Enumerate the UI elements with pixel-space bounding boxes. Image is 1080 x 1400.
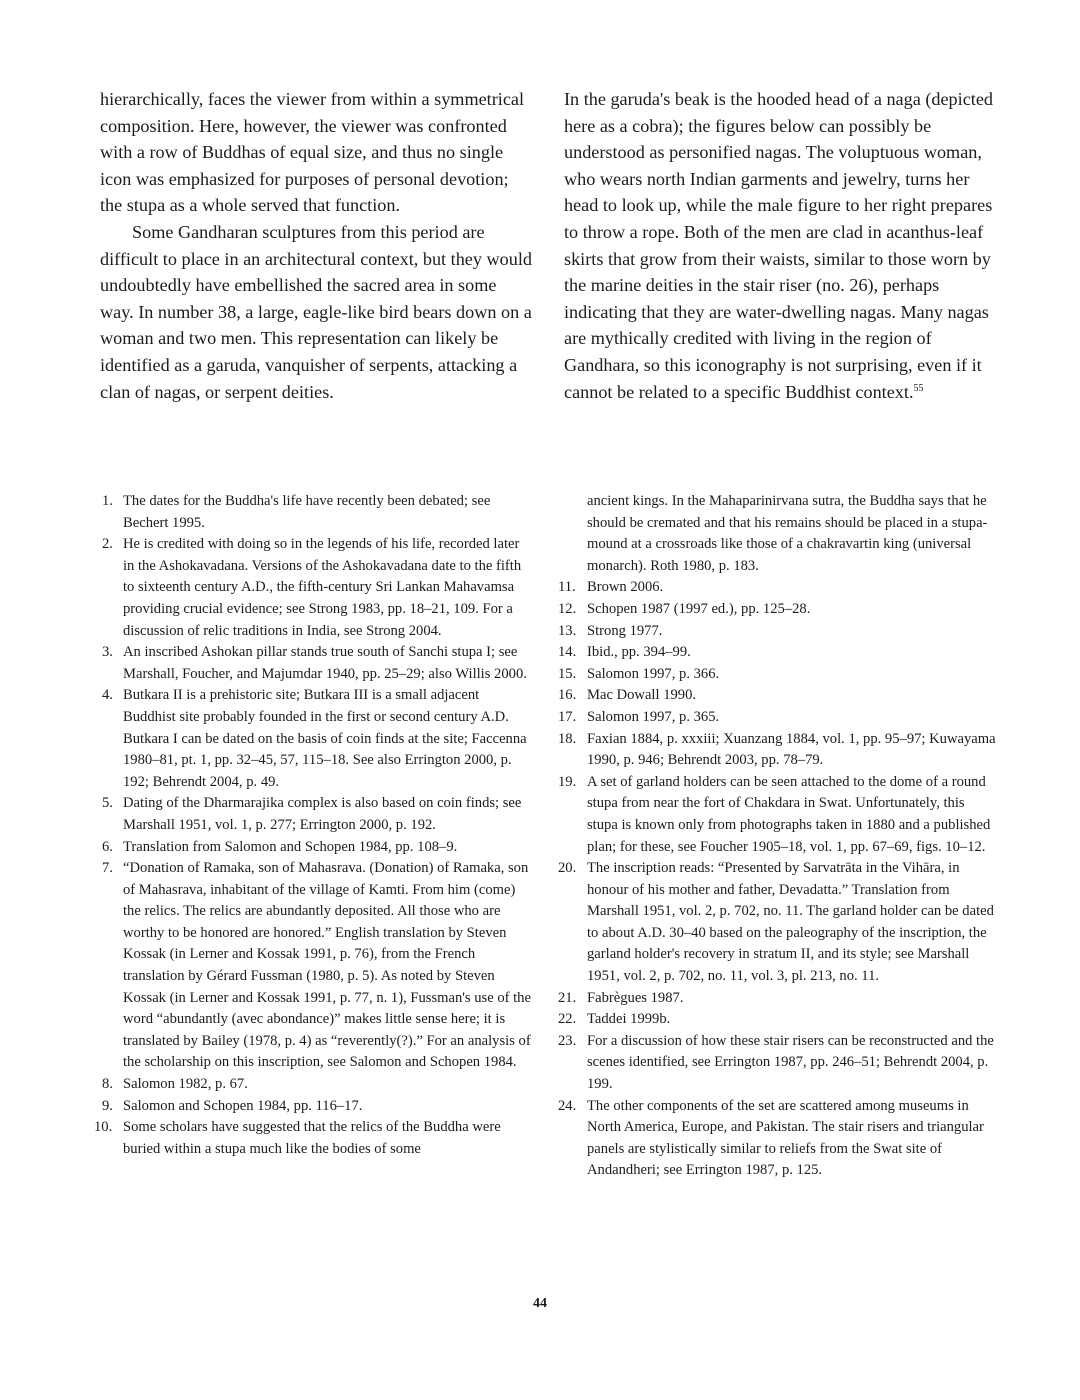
footnote-number: 14. [558, 644, 577, 661]
footnote-number: 19. [558, 773, 577, 790]
footnote-number: 5. [102, 795, 113, 812]
footnote-number: 9. [102, 1097, 113, 1114]
footnote-text: Salomon 1982, p. 67. [123, 1076, 248, 1093]
footnote-text: Mac Dowall 1990. [587, 687, 697, 704]
notes-left-column [94, 491, 532, 1160]
body-paragraph-text: In the garuda's beak is the hooded head of a naga (depicted here as a cobra); the figures below can possibly be understood as personified nagas. The voluptuous woman, who wears north Indian garments and jewelry, turns her head to look up, while the male figure to her right prepares to throw a rope. Both of the men are clad in acanthus-leaf skirts that grow from their waists, similar to those worn by the marine deities in the stair riser (no. 26), perhaps indicating that they are water-dwelling nagas. Many nagas are mythically credited with living in the region of Gandhara, so this iconography is not surprising, even if it cannot be related to a specific Buddhist context. [564, 89, 993, 402]
footnote-item [102, 837, 532, 859]
body-paragraph [564, 86, 996, 405]
footnote-text: For a discussion of how these stair risers can be reconstructed and the scenes identified, see Errington 1987, pp. 246–51; Behrendt 2004, p. 199. [587, 1032, 994, 1093]
footnote-number: 10. [94, 1119, 113, 1136]
body-paragraph: Some Gandharan sculptures from this period are difficult to place in an architectural context, but they would undoubtedly have embellished the sacred area in some way. In number 38, a large, eagle-like bird bears down on a woman and two men. This representation can likely be identified as a garuda, vanquisher of serpents, attacking a clan of nagas, or serpent deities. [100, 221, 532, 402]
footnote-number: 8. [102, 1076, 113, 1093]
footnote-text: Ibid., pp. 394–99. [587, 644, 691, 661]
footnote-item [558, 621, 996, 643]
footnote-text: Salomon and Schopen 1984, pp. 116–17. [123, 1097, 363, 1114]
footnote-number: 21. [558, 989, 577, 1006]
footnote-number: 24. [558, 1097, 577, 1114]
footnote-item [558, 772, 996, 858]
notes-right-column [558, 491, 996, 1182]
footnote-text: Strong 1977. [587, 622, 663, 639]
footnote-text: A set of garland holders can be seen attached to the dome of a round stupa from near the fort of Chakdara in Swat. Unfortunately, this stupa is known only from photographs taken in 1880 and a published plan; for these, see Foucher 1905–18, vol. 1, pp. 67–69, figs. 10–12. [587, 773, 991, 855]
footnote-item [566, 491, 996, 577]
footnote-number: 22. [558, 1011, 577, 1028]
footnote-text: Fabrègues 1987. [587, 989, 684, 1006]
body-text-left-column [100, 86, 532, 405]
footnote-text: Faxian 1884, p. xxxiii; Xuanzang 1884, vol. 1, pp. 95–97; Kuwayama 1990, p. 946; Behrendt 2003, pp. 78–79. [587, 730, 996, 769]
footnote-item [102, 1074, 532, 1096]
footnote-item [102, 793, 532, 836]
footnote-number: 13. [558, 622, 577, 639]
footnote-item [558, 1096, 996, 1182]
footnote-item [558, 1031, 996, 1096]
footnote-item [102, 534, 532, 642]
footnote-number: 7. [102, 860, 113, 877]
footnote-item [558, 988, 996, 1010]
footnote-text: The inscription reads: “Presented by Sarvatrāta in the Vihāra, in honour of his mother and father, Devadatta.” Translation from Marshall 1951, vol. 2, p. 702, no. 11. The garland holder can be dated to about A.D. 30–40 based on the paleography of the inscription, the garland holder's recovery in stratum II, and its style; see Marshall 1951, vol. 2, p. 702, no. 11, vol. 3, pl. 213, no. 11. [587, 860, 994, 985]
footnote-number: 15. [558, 665, 577, 682]
page-number: 44 [533, 1296, 547, 1311]
footnote-item [102, 858, 532, 1074]
footnote-text: Schopen 1987 (1997 ed.), pp. 125–28. [587, 600, 811, 617]
footnote-number: 20. [558, 860, 577, 877]
footnote-item [102, 685, 532, 793]
footnote-item [558, 664, 996, 686]
footnote-item [558, 729, 996, 772]
footnote-item [558, 685, 996, 707]
body-text-right-column [564, 86, 996, 405]
footnote-item [558, 642, 996, 664]
footnote-number: 17. [558, 708, 577, 725]
footnote-text: The other components of the set are scattered among museums in North America, Europe, and Pakistan. The stair risers and triangular panels are stylistically similar to reliefs from the Swat site of Andandheri; see Errington 1987, p. 125. [587, 1097, 984, 1179]
footnote-text: “Donation of Ramaka, son of Mahasrava. (Donation) of Ramaka, son of Mahasrava, inhabitant of the village of Kamti. From him (come) the relics. The relics are abundantly deposited. All those who are worthy to be honored are honored.” English translation by Steven Kossak (in Lerner and Kossak 1991, p. 76), from the French translation by Gérard Fussman (1980, p. 5). As noted by Steven Kossak (in Lerner and Kossak 1991, p. 77, n. 1), Fussman's use of the word “abundantly (avec abondance)” makes little sense here; it is translated by Bailey (1978, p. 4) as “reverently(?).” For an analysis of the scholarship on this inscription, see Salomon and Schopen 1984. [123, 860, 531, 1071]
footnote-item [558, 577, 996, 599]
footnote-number: 2. [102, 536, 113, 553]
footnote-number: 12. [558, 600, 577, 617]
footnote-text: Butkara II is a prehistoric site; Butkara III is a small adjacent Buddhist site probably founded in the first or second century A.D. Butkara I can be dated on the basis of coin finds at the site; Faccenna 1980–81, pt. 1, pp. 32–45, 57, 115–18. See also Errington 2000, p. 192; Behrendt 2004, p. 49. [123, 687, 527, 790]
footnote-text: Salomon 1997, p. 365. [587, 708, 720, 725]
footnote-number: 6. [102, 838, 113, 855]
footnote-number: 16. [558, 687, 577, 704]
footnote-item [102, 642, 532, 685]
footnote-number: 11. [558, 579, 576, 596]
footnote-text: ancient kings. In the Mahaparinirvana sutra, the Buddha says that he should be cremated and that his remains should be placed in a stupa-mound at a crossroads like those of a chakravartin king (universal monarch). Roth 1980, p. 183. [587, 493, 988, 574]
footnote-text: Taddei 1999b. [587, 1011, 671, 1028]
footnote-item [102, 491, 532, 534]
footnote-text: Brown 2006. [587, 579, 664, 596]
footnote-text: Dating of the Dharmarajika complex is also based on coin finds; see Marshall 1951, vol. 1, p. 277; Errington 2000, p. 192. [123, 795, 522, 833]
footnote-number: 18. [558, 730, 577, 747]
footnote-text: An inscribed Ashokan pillar stands true south of Sanchi stupa I; see Marshall, Foucher, and Majumdar 1940, pp. 25–29; also Willis 2000. [123, 644, 527, 682]
footnote-item [558, 707, 996, 729]
body-paragraph: hierarchically, faces the viewer from within a symmetrical composition. Here, however, the viewer was confronted with a row of Buddhas of equal size, and thus no single icon was emphasized for purposes of personal devotion; the stupa as a whole served that function. [100, 89, 525, 216]
footnote-number: 4. [102, 687, 113, 704]
footnote-item [558, 1009, 996, 1031]
footnote-item [94, 1117, 532, 1160]
footnote-number: 23. [558, 1032, 577, 1049]
footnote-text: Salomon 1997, p. 366. [587, 665, 720, 682]
footnote-reference[interactable]: 55 [913, 382, 924, 394]
footnote-item [558, 858, 996, 988]
footnote-item [102, 1096, 532, 1118]
footnote-number: 1. [102, 493, 113, 509]
footnote-text: He is credited with doing so in the legends of his life, recorded later in the Ashokavadana. Versions of the Ashokavadana date to the fifth to sixteenth century A.D., the fifth-century Sri Lankan Mahavamsa providing crucial evidence; see Strong 1983, pp. 18–21, 109. For a discussion of relic traditions in India, see Strong 2004. [123, 536, 522, 639]
footnote-item [558, 599, 996, 621]
footnote-text: The dates for the Buddha's life have recently been debated; see Bechert 1995. [123, 493, 491, 531]
footnote-text: Translation from Salomon and Schopen 1984, pp. 108–9. [123, 838, 458, 855]
footnote-text: Some scholars have suggested that the relics of the Buddha were buried within a stupa much like the bodies of some [123, 1119, 501, 1157]
footnote-number: 3. [102, 644, 113, 661]
